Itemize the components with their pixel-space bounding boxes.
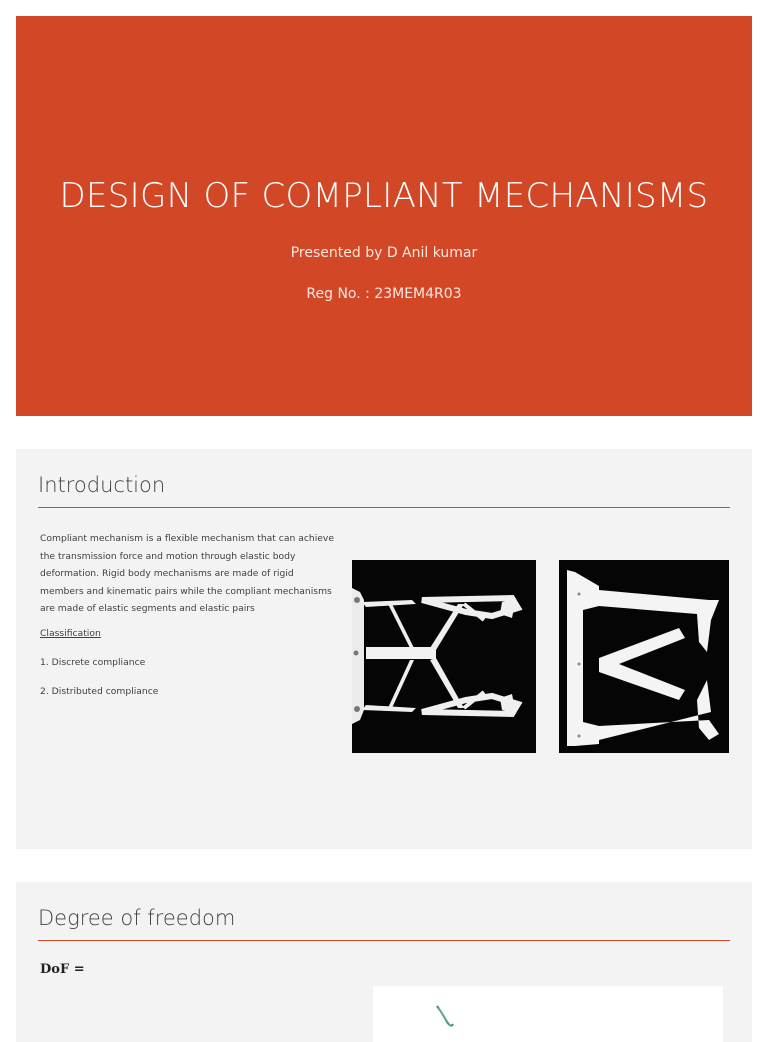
presentation-title: DESIGN OF COMPLIANT MECHANISMS (59, 176, 709, 216)
gripper-distributed-illustration (559, 560, 729, 753)
intro-paragraph: Compliant mechanism is a flexible mechanism that can achieve the transmission force and motion through elastic body deformation. Rigid body mechanisms are made of rigid members and kinematic pairs while the compliant mechanisms are made of elastic segments and elastic pairs (40, 533, 335, 614)
slide-heading: Degree of freedom (38, 906, 236, 930)
compliant-gripper-photo-2 (559, 560, 729, 753)
presenter-name: Presented by D Anil kumar (290, 245, 478, 261)
degree-of-freedom-slide (16, 882, 752, 1042)
list-item: 1. Discrete compliance (40, 657, 146, 668)
heading-divider (38, 507, 730, 508)
list-item: 2. Distributed compliance (40, 686, 159, 697)
heading-divider (38, 940, 730, 941)
dof-figure (373, 986, 723, 1042)
dof-formula-label: DoF = (40, 962, 85, 977)
title-slide (16, 16, 752, 416)
registration-number: Reg No. : 23MEM4R03 (306, 286, 462, 302)
classification-label: Classification (40, 628, 101, 639)
paperclip-illustration (373, 986, 723, 1042)
introduction-slide (16, 449, 752, 849)
compliant-gripper-photo-1 (352, 560, 536, 753)
slide-heading: Introduction (38, 473, 166, 497)
gripper-discrete-illustration (352, 560, 536, 753)
